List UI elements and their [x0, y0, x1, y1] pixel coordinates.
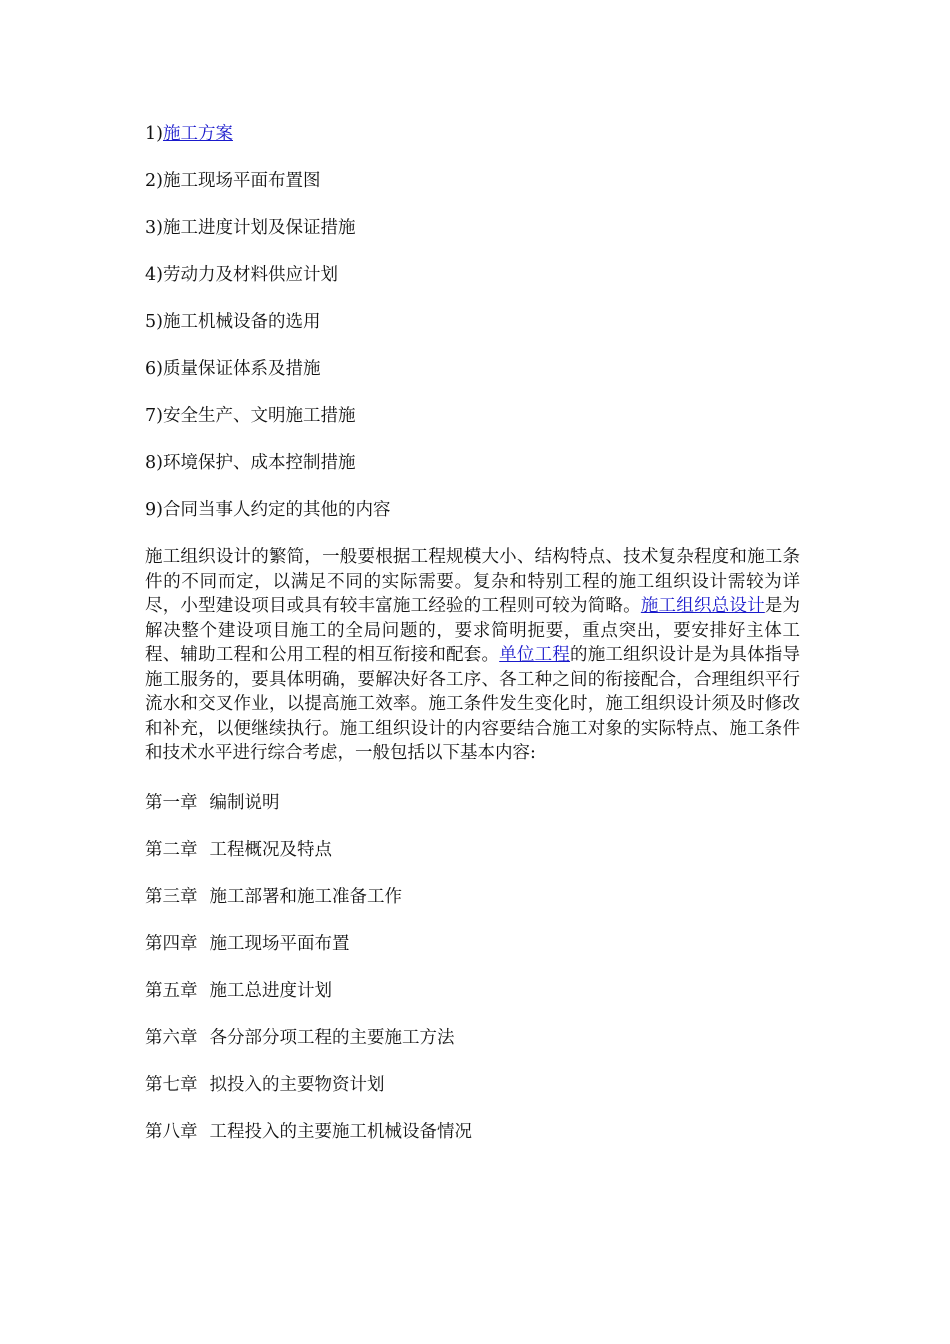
list-item-text: 环境保护、成本控制措施 — [162, 453, 356, 473]
numbered-list — [145, 122, 800, 522]
chapter-number: 第四章 — [145, 933, 198, 954]
chapter-title: 工程投入的主要施工机械设备情况 — [209, 1121, 472, 1142]
list-item — [145, 263, 800, 287]
link-construction-plan[interactable]: 施工方案 — [162, 124, 233, 144]
chapter-title: 工程概况及特点 — [209, 839, 332, 860]
chapter-number: 第五章 — [145, 980, 198, 1001]
chapter-number: 第六章 — [145, 1027, 198, 1048]
list-item-number: 6) — [145, 359, 163, 379]
chapter-item — [145, 979, 800, 1003]
chapter-number: 第八章 — [145, 1121, 198, 1142]
list-item-text: 质量保证体系及措施 — [162, 359, 321, 379]
list-item-number: 1) — [145, 124, 163, 144]
list-item-text: 安全生产、文明施工措施 — [162, 406, 356, 426]
chapter-number: 第二章 — [145, 839, 198, 860]
chapter-number: 第三章 — [145, 886, 198, 907]
list-item-number: 5) — [145, 312, 163, 332]
link-general-construction-design[interactable]: 施工组织总设计 — [640, 596, 765, 616]
list-item — [145, 451, 800, 475]
chapter-item — [145, 1073, 800, 1097]
list-item-text: 施工机械设备的选用 — [162, 312, 321, 332]
chapter-item — [145, 1026, 800, 1050]
chapter-item — [145, 932, 800, 956]
list-item — [145, 357, 800, 381]
chapter-item — [145, 791, 800, 815]
list-item-text: 施工进度计划及保证措施 — [162, 218, 356, 238]
chapter-list — [145, 791, 800, 1144]
list-item-text: 劳动力及材料供应计划 — [162, 265, 338, 285]
chapter-title: 施工部署和施工准备工作 — [209, 886, 402, 907]
chapter-title: 各分部分项工程的主要施工方法 — [209, 1027, 455, 1048]
list-item-number: 2) — [145, 171, 163, 191]
list-item-text: 合同当事人约定的其他的内容 — [162, 500, 391, 520]
list-item — [145, 404, 800, 428]
list-item-number: 8) — [145, 453, 163, 473]
document-body — [145, 122, 800, 1167]
list-item-number: 9) — [145, 500, 163, 520]
chapter-item — [145, 838, 800, 862]
chapter-title: 编制说明 — [209, 792, 280, 813]
chapter-number: 第七章 — [145, 1074, 198, 1095]
list-item-number: 4) — [145, 265, 163, 285]
chapter-item — [145, 1120, 800, 1144]
list-item — [145, 216, 800, 240]
chapter-item — [145, 885, 800, 909]
link-unit-project[interactable]: 单位工程 — [499, 645, 571, 665]
list-item — [145, 310, 800, 334]
body-paragraph — [145, 545, 800, 766]
chapter-title: 拟投入的主要物资计划 — [209, 1074, 385, 1095]
paragraph-text: 的施工组织设计是为具体指导施工服务的，要具体明确，要解决好各工序、各工种之间的衔接配合，合理组织平行流水和交叉作业，以提高施工效率。施工条件发生变化时，施工组织设计须及时修改和补充，以便继续执行。施工组织设计的内容要结合施工对象的实际特点、施工条件和技术水平进行综合考虑，一般包括以下基本内容: — [145, 645, 801, 763]
paragraph-text: 是为解决整个建设项目施工的全局问题的，要求简明扼要，重点突出，要安排好主体工程、辅助工程和公用工程的相互衔接和配套。 — [145, 596, 801, 665]
list-item — [145, 122, 800, 146]
list-item — [145, 498, 800, 522]
list-item-number: 7) — [145, 406, 163, 426]
list-item-number: 3) — [145, 218, 163, 238]
chapter-number: 第一章 — [145, 792, 198, 813]
chapter-title: 施工总进度计划 — [209, 980, 332, 1001]
paragraph-text: 施工组织设计的繁简，一般要根据工程规模大小、结构特点、技术复杂程度和施工条件的不同而定，以满足不同的实际需要。复杂和特别工程的施工组织设计需较为详尽，小型建设项目或具有较丰富施工经验的工程则可较为简略。 — [145, 547, 800, 616]
list-item-text: 施工现场平面布置图 — [162, 171, 321, 191]
list-item — [145, 169, 800, 193]
chapter-title: 施工现场平面布置 — [209, 933, 350, 954]
